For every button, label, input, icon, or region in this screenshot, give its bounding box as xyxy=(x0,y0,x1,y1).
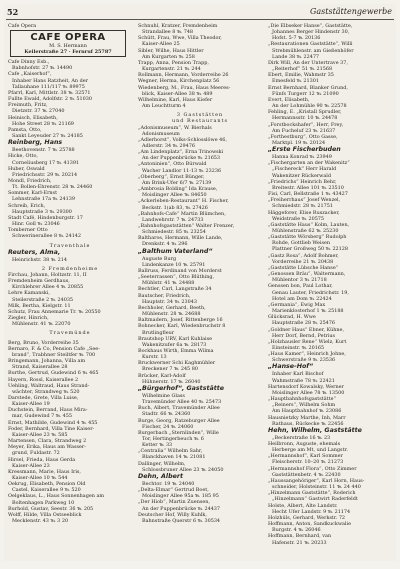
entry-line: Kirchlehrer Allee 4 ℡ 20855 xyxy=(12,284,84,291)
directory-page xyxy=(4,4,396,561)
entry-line: Bohnecker, Karl, Wiedenbruchstr 8 xyxy=(138,323,226,330)
entry-line: Breitestr. Allee 101 ℡ 23510 xyxy=(272,184,344,191)
entry-line: Berg, Bruno, Vorderreihe 35 xyxy=(8,339,79,346)
entry-line: Corneliusberg 17 ℡ 41391 xyxy=(12,159,80,166)
entry-line: Kressmann, Marie, Haus Iris, xyxy=(8,468,81,475)
entry-line: „Gaststätte Haus“ Kolm, Lauten, xyxy=(268,221,350,228)
entry-line: Tomberner Otto xyxy=(8,227,48,234)
entry-line: „Delta-Elmar“ Gertrud Boet, xyxy=(138,487,209,494)
entry-line: Pfarrl, Karl, Mittlstr. 38 ℡ 32571 xyxy=(8,89,91,96)
entry-line: Uehling, Waltraud, Haus Strand- xyxy=(8,382,90,389)
entry-line: Blanckhaven 14 ℡ 21081 xyxy=(142,454,206,461)
section-heading: 2 Fremdenheime xyxy=(41,265,99,272)
entry-line: Emesfeld ℡ 21301 xyxy=(272,78,319,85)
entry-line: Bockhaus Wirth, Emma Wilma xyxy=(138,347,214,354)
entry-line: „Gastz Rosa“, Adolf Bohmer, xyxy=(268,252,339,259)
entry-heading: „Balthum Vaterland“ xyxy=(138,247,213,255)
entry-line: Milk, Bertha, Kielgstr. 11 xyxy=(8,302,71,309)
entry-line: Auguste Burg xyxy=(142,255,177,262)
entry-line: Bahnstraße Querstr 6 ℡ 30534 xyxy=(142,517,221,524)
entry-line: Am Leuchtturm 4 xyxy=(142,103,186,110)
entry-line: „Reiners“, Wilhelm Sohm xyxy=(272,402,336,409)
entry-line: Stadtr. 66 ℡ 24360 xyxy=(142,411,191,418)
entry-line: Pamsta, Otto, xyxy=(8,126,42,133)
section-heading: Travemünde xyxy=(49,330,91,337)
entry-line: Fehling, E. „Kristall Sprudler, xyxy=(268,109,342,116)
entry-line: Wakenitzer Rückerwald xyxy=(272,172,331,179)
entry-line: „Haus Kamer“, Heinrich Johne, xyxy=(268,351,346,358)
entry-line: Sankt Leyeuder 27 ℡ 24185 xyxy=(12,133,83,140)
entry-line: Moislinger Allee ℡ 84650 xyxy=(142,192,207,199)
entry-line: mar, Gudewind 7 ℡ 455 xyxy=(12,413,72,420)
entry-line: Meyer, Erika, Haus am Wasser- xyxy=(8,444,86,451)
column-3 xyxy=(268,23,392,557)
entry-line: Hohe Street 28 ℡ 21169 xyxy=(12,120,74,127)
entry-line: Baltharos, Hermann, Wille Lande, xyxy=(138,235,223,242)
entry-line: „Ambrosia Bolding“ Ida Krause, xyxy=(138,186,218,193)
entry-line: Deutscher Hof, Willy Kuhlk, xyxy=(138,511,207,518)
entry-line: „Hinzelmann“ Gastwirt Raderfeldt xyxy=(272,496,358,503)
section-title: Gaststättengewerbe xyxy=(309,7,392,16)
entry-line: „Oberberg“, Ernst Bünger, xyxy=(138,173,205,180)
column-3-entries xyxy=(268,23,392,546)
entry-line: An der Puppenbrücke ℡ 21653 xyxy=(142,155,221,162)
entry-line: Mecklenstr. 43 ℡ 3 20 xyxy=(12,518,69,525)
entry-line: An der Lohmühle 90 ℡ 22578 xyxy=(272,103,347,110)
entry-line: wächter, Strandweg ℡ 520 xyxy=(12,388,80,395)
cafe-opera-advertisement xyxy=(10,30,126,57)
entry-line: Tallauhane 111/117 ℡ 89975 xyxy=(12,83,85,90)
entry-line: Burge, Georg, Ratzeburger Allee xyxy=(138,417,220,424)
entry-line: Freimuth, Fritz, xyxy=(8,102,48,109)
entry-line: Kurstr. 13 xyxy=(142,354,167,361)
entry-line: Mühlenstraße 62 ℡ 25230 xyxy=(272,228,339,234)
entry-line: Darstede, Grete, Villa Luise, xyxy=(8,394,79,401)
entry-line: Fullte Ewald, Adolfstr. 2 ℡ 51030 xyxy=(8,96,92,103)
entry-line: Schwerstraße 9 ℡ 23536 xyxy=(272,357,336,364)
entry-line: Hartensdorf Kowalsky, Werner xyxy=(268,383,344,390)
entry-line: Wahmstraße 78 ℡ 22421 xyxy=(272,377,335,384)
entry-line: Wolff, Hilde, Villa Ostseeblick xyxy=(8,511,82,518)
column-1 xyxy=(8,23,132,557)
entry-line: „Haussangehöriger“, Karl Horn, Haus- xyxy=(268,477,365,484)
section-heading: Traventhale xyxy=(49,242,91,249)
entry-line: Ziegler, Hinrich, xyxy=(8,315,49,322)
ad-owner: M. S. Hermann xyxy=(49,43,87,50)
entry-line: Ebert, Emilie, Wahmstr 35 xyxy=(268,72,334,79)
entry-line: Holzhüls, Gerhard, Werkstr. 72 xyxy=(268,514,346,521)
entry-line: Schutz, Frau Annemarie Tr. ℡ 20550 xyxy=(8,308,101,315)
entry-line: Friedrichsstr. 29 ℡ 20214 xyxy=(12,171,78,178)
entry-line: Stadt Café, Hindenburgstr. 17 xyxy=(8,214,83,221)
entry-line: Fleischerstr. 10–20 ℡ 21273 xyxy=(272,459,344,466)
column-2-entries xyxy=(138,23,262,524)
entry-line: Burgstr. 4 ℡ 26046 xyxy=(272,527,321,534)
section-heading: 3 Gaststätten xyxy=(176,112,224,119)
entry-line: Marienklosterhof 1 ℡ 25188 xyxy=(272,308,344,315)
entry-line: Tt. Bollen-Ehrenstr. 28 ℡ 24460 xyxy=(12,184,93,191)
entry-line: Sommer, Karl-Ernst xyxy=(8,190,58,197)
entry-line: Genau Lauter, Friedrichstr. 19, xyxy=(272,289,349,296)
page-header xyxy=(4,7,396,19)
entry-line: „Bahnhofs-Cafe“ Martin Blümchen, xyxy=(138,210,226,217)
entry-line: Adonismuseum xyxy=(142,130,180,137)
ad-name: CAFE OPERA xyxy=(30,32,106,44)
entry-line: Herberge am Mt, und Langstr. xyxy=(272,447,348,454)
entry-line: Hecht Ufer Landstr. 9 ℡ 21174 xyxy=(272,508,351,515)
entry-line: Häggeforer, Elise Ruszacker, xyxy=(268,209,340,216)
entry-line: Johannes Berger Hindenstr 30, xyxy=(272,29,350,36)
entry-line: Brücker, Karl-Adolf xyxy=(138,372,186,379)
entry-line: Mondl, Friedrich, xyxy=(8,177,52,184)
entry-line: Am Brink-Ufer 6/7 ℡ 27139 xyxy=(142,179,212,186)
entry-line: Genssen bon, Paul Lothar, xyxy=(268,283,333,290)
entry-line: Schütt, Frau, Wwe, Villa Theodor, xyxy=(138,35,222,42)
entry-line: „Ackerleben-Restaurant“ H. Fischer, xyxy=(138,198,229,205)
entry-line: Dallinger, Wilhelm, xyxy=(138,460,186,467)
entry-line: Ernst Bernhard, Blanker Grund, xyxy=(268,84,348,91)
entry-line: Moislinger Allee 78 ℡ 13500 xyxy=(272,389,345,396)
entry-line: Hoffmann, Anton, Sandkuckwalie xyxy=(268,521,351,528)
entry-line: Babnhofstr. 27 ℡ 14490 xyxy=(12,65,73,72)
entry-heading: Reuters, Alma, xyxy=(8,248,61,256)
entry-line: „Der Hiob“, Martin Zuensen, xyxy=(138,499,210,506)
entry-line: Wacher Landlor 11-13 ℡ 23236 xyxy=(142,167,222,174)
entry-line: Buch, Albert, Travemünder Allee xyxy=(138,405,220,412)
entry-line: „Forstbockshafer“, Herr, Frey, xyxy=(268,121,344,128)
entry-line: Bechtler, Carl, Langstraße 34 xyxy=(138,286,212,293)
column-1-entries xyxy=(8,59,132,524)
entry-line: Einsteinstr. ℡ 20165 xyxy=(272,344,325,351)
entry-line: Moislinger Allee 95a ℡ 185 95 xyxy=(142,493,219,500)
entry-line: Bechholer, Gerhard, Beeth, xyxy=(138,304,206,311)
entry-line: Mühlentor 3 ℡ 21718 xyxy=(272,277,327,284)
entry-line: Hotel am Dom ℡ 22424 xyxy=(272,295,332,302)
entry-line: Wakenitzufer 6a ℡ 28173 xyxy=(142,341,207,348)
entry-line: grund, Fuldastr. 72 xyxy=(12,450,60,457)
entry-line: Tor, Hertingerbeuch ℡ 6 xyxy=(142,436,204,442)
entry-line: Adlerstr. 34 ℡ 29476 xyxy=(142,142,195,149)
entry-line: Am Fucheluf 23 ℡ 21637 xyxy=(272,127,336,134)
entry-line: „Hermannshof Flora“, Otto Zimmer xyxy=(268,465,357,472)
entry-line: Rohde, Gottlieb Weisen xyxy=(272,240,331,247)
entry-line: Weidstraße ℡ 20575 xyxy=(272,215,325,222)
entry-line: „Beckerstraße 16 ℡ 23 xyxy=(272,434,331,441)
entry-heading: Reinberg, Hans xyxy=(8,139,63,147)
entry-line: Boltenhagen Parkweg 10 xyxy=(12,499,75,506)
entry-line: Herr Dorf, Bernd, Petrius xyxy=(272,332,336,339)
entry-line: Kaiser-Allee 25 xyxy=(142,41,180,48)
column-2 xyxy=(138,23,262,557)
entry-line: Foder, Bernhard, Villa Tine Kaiser- xyxy=(8,425,95,432)
entry-line: Bruckwerner Schi Kaghmühler xyxy=(138,360,216,367)
entry-line: Lehnstraße 17a ℡ 24139 xyxy=(12,196,75,203)
entry-line: Wilhelmine, Karl, Haus Kiefer xyxy=(138,96,213,103)
entry-line: „Reiterhof“ 51 ℡ 21568 xyxy=(272,66,333,73)
entry-line: Oekrug, Elisabeth, Pension Old xyxy=(8,481,86,488)
entry-line: Holste, Albert, Alte Landstr. xyxy=(268,502,338,509)
entry-line: schneider, Holsteinstr. 11 ℡ 24 440 xyxy=(272,484,361,491)
entry-line: „Freiherrhaus“ Josef Wenzel, xyxy=(268,197,341,204)
entry-line: Fisi, Carl, Bellstraße 1 ℡ 43427 xyxy=(268,191,348,198)
entry-line: „Gaststätte Lübsche Hanse“ xyxy=(268,264,339,271)
entry-line: Mühlenstr. 28 ℡ 24688 xyxy=(142,311,201,318)
entry-line: Ketter ℡ 33 xyxy=(142,442,173,449)
entry-line: Fremdenheim Gerdhaus, xyxy=(8,278,70,285)
entry-line: Lehre Kamanski, xyxy=(8,290,50,297)
entry-line: Kaiser-Allee 10 ℡ 544 xyxy=(12,475,68,481)
entry-line: Inhaber Hans Ratzheit, An der xyxy=(12,77,88,84)
entry-line: Oelgeklaus, L., Haus Sonnenhagen am xyxy=(8,493,104,500)
entry-line: „Seeterrassen“, Otto Blüthing, xyxy=(138,274,215,281)
entry-line: Burgerbach „Sternlinden“, Wille xyxy=(138,429,219,436)
entry-line: Castel, Kaiserallee 9 ℡ 520 xyxy=(12,487,81,494)
entry-line: Schwerinerallee 8 ℡ 24142 xyxy=(12,233,82,240)
entry-line: Dietzstr. 37 ℡ 27040 xyxy=(12,108,65,115)
entry-line: Schmiedestr. 85 ℡ 23254 xyxy=(142,229,206,236)
ad-caption: Cafe Opera xyxy=(8,23,37,29)
entry-line: Am Hauptbahnhof ℡ 23086 xyxy=(272,408,342,415)
entry-line: „Hauptbahnhofsgaststätte“ xyxy=(268,396,336,403)
entry-line: Bernaro, F. & Co, Pension Cafe „See- xyxy=(8,345,100,352)
entry-line: „Adonismuseum“, W. Bierhals xyxy=(138,124,212,131)
entry-line: „Goldner Haus“ Ebner, Kühne, xyxy=(268,326,345,333)
page-number: 52 xyxy=(7,7,19,17)
entry-line: Brutlingfleur xyxy=(142,329,175,336)
entry-line: Hofst. 5-7 ℡ 20136 xyxy=(272,35,321,42)
entry-line: Travemünder Allee 40 ℡ 25473 xyxy=(142,399,222,406)
entry-line: Plattner Großweg 50 ℡ 22128 xyxy=(272,246,349,253)
entry-line: Beethovenstr. 7 ℡ 25788 xyxy=(12,147,75,154)
entry-line: Hayern, Rossl, Kaiserallee 2 xyxy=(8,376,79,383)
entry-line: „Centralia“ Wilhelm Sahr, xyxy=(138,448,203,455)
entry-line: Hauptstraße 28 ℡ 25476 xyxy=(272,320,336,327)
entry-line: Burthe, Gertrud, Gudewind 6 ℡ 465 xyxy=(8,370,99,377)
entry-line: „Friedrichs“ Heinrich Behr, xyxy=(268,178,337,185)
entry-line: blick, Kaiser-Allee 38 ℡ 489 xyxy=(142,90,213,97)
entry-line: Mühlenstr. 41 ℡ 22070 xyxy=(12,321,71,328)
entry-line: Baltmadern, Josef, Rittenberge 16 xyxy=(138,317,223,324)
entry-line: Hühnerstr. 17 ℡ 26040 xyxy=(142,378,201,385)
entry-heading: Dehn, Albert xyxy=(138,472,183,480)
entry-line: „Genossen Bräu“, Waltermann, xyxy=(268,271,346,278)
entry-line: Schreib, Erich, xyxy=(8,202,46,209)
entry-line: An der Puppenbrücke ℡ 24437 xyxy=(142,505,221,512)
entry-line: Wilhelmine Glass xyxy=(142,392,185,399)
entry-line: Inhaber Karl Bischof xyxy=(272,371,324,378)
entry-line: Heinisch, Elisabeth, xyxy=(8,114,58,121)
entry-line: „Bahnhofsgaststätten“ Walter Frenzer, xyxy=(138,223,235,229)
entry-line: Hauptstraße 3 ℡ 29300 xyxy=(12,208,72,215)
entry-line: Gaststättenbetr. 4 ℡ 22430 xyxy=(272,471,341,478)
section-heading: und Restaurants xyxy=(172,118,228,125)
entry-line: Cafe „Kaiserhof“, xyxy=(8,71,52,78)
entry-line: Kurgartenstr. 21 ℡ 244 xyxy=(142,66,201,73)
entry-line: Beckstr. 1(ab 83, ℡ 27426 xyxy=(142,204,208,211)
entry-line: Ernst, Mathilde, Gudewind 4 ℡ 455 xyxy=(8,419,98,426)
entry-line: Hermannsstr. 10 ℡ 24478 xyxy=(272,115,338,122)
entry-line: Breckener 7 ℡ 245 80 xyxy=(142,366,198,373)
entry-line: „Forthestburg“, Otto Gasse, xyxy=(268,133,338,140)
entry-line: Strebmühlenstr. am Gießenhöfer xyxy=(272,47,354,54)
entry-line: Evert, Elisabeth, xyxy=(268,96,310,103)
entry-line: Firchau, Johann, Holtzstr. 11, II xyxy=(8,272,87,278)
entry-line: „Restaurationen Gaststätte“, Willi xyxy=(268,41,353,48)
entry-line: Fischer, 24 ℡ 24060 xyxy=(142,423,194,430)
entry-line: Mühlstr. 41 ℡ 24488 xyxy=(142,280,195,287)
entry-line: „Germania“, Ewig Max xyxy=(268,301,326,308)
entry-line: Fünfs Turgerr 12 ℡ 21090 xyxy=(272,90,339,97)
entry-heading: „Hanse-Hof“ xyxy=(268,363,314,371)
entry-line: Burhold, Gustav, Seestr. 36 ℡ 205 xyxy=(8,505,94,512)
entry-line: Wiedenberg, M., Frau, Haus Meeres- xyxy=(138,84,231,91)
entry-line: Bringemann, Johanna, Villa am xyxy=(8,358,86,365)
entry-line: Strand, Kaiserallee 28 xyxy=(12,364,68,371)
entry-line: „Hinzelmann Gaststätte“, Roderich xyxy=(268,490,356,497)
entry-line: „Fischergarten an der Wakenitz“ xyxy=(268,160,350,167)
entry-line: Schlossbruner Allee 23 ℡ 24050 xyxy=(142,466,224,473)
entry-line: Marktpl. 19 ℡ 20124 xyxy=(272,139,326,146)
entry-line: Kaiser-Allee 23 xyxy=(12,462,50,469)
entry-line: Hanna Konrad ℡ 23949 xyxy=(272,154,332,161)
entry-line: „Holzhausler Rene“ Wielz, Kurt xyxy=(268,338,347,345)
entry-line: „Antoninien“, Otto Bürwald xyxy=(138,161,207,168)
entry-line: Lande 38 ℡ 22477 xyxy=(272,53,320,60)
entry-line: Landwehrstr. 7 ℡ 24733 xyxy=(142,216,204,223)
entry-line: Cafe Dinny Esb., xyxy=(8,59,50,66)
entry-line: Kaiser-Allee 23 ℡ 585 xyxy=(12,431,68,438)
entry-line: Hauptstr. 34 ℡ 23043 xyxy=(142,298,197,305)
entry-line: Martensen, Clara, Strandweg 2 xyxy=(8,438,87,445)
entry-line: Kaiser-Allee 19 xyxy=(12,401,50,408)
entry-line: „Fischereck“ Herr Harald xyxy=(272,166,337,173)
entry-line: Huber, Oswald xyxy=(8,165,45,172)
entry-line: Hinr. Goll ℡ 23046 xyxy=(12,221,60,228)
entry-line: Steilerstraße 2 ℡ 24035 xyxy=(12,296,74,303)
entry-line: Bechtor. 19 ℡ 24040 xyxy=(142,480,195,487)
entry-line: Hicke, Otto, xyxy=(8,153,38,160)
entry-line: Drenkstr. 4 ℡ 296 xyxy=(142,241,188,248)
entry-heading: „Erste Fischerbuden xyxy=(268,146,341,154)
entry-line: Ballruss, Ferdinand von Morderst xyxy=(138,267,222,274)
entry-line: Hausnietzky Marthe, Inh, Marr xyxy=(268,414,346,421)
entry-line: Vorderreihe 21 ℡ 20438 xyxy=(272,258,334,265)
entry-line: Strandallee 8 ℡ 748 xyxy=(142,29,194,36)
entry-line: „Adlerhorst“, Volks-Schlosslöwe 46, xyxy=(138,136,227,143)
entry-line: Dirk Will, An der Untertrave 37, xyxy=(268,59,348,66)
entry-line: Heinrichstr. 38 ℡ 214 xyxy=(12,256,67,263)
entry-line: „Am Lindenplatz“, Erna Trinowski xyxy=(138,149,224,156)
header-rule xyxy=(6,19,394,20)
entry-line: Sibler, Wilhe, Haus Hittler xyxy=(138,47,204,54)
entry-heading: Hehn, Wilhelm, Gaststätte xyxy=(268,426,362,434)
entry-line: Hirsel, Frieda, Haus Gerda xyxy=(8,456,76,463)
entry-line: Glücksrad, H. Wwe xyxy=(268,314,316,321)
entry-line: „Gaststätte Wörsberg“ Rudolph xyxy=(268,234,347,241)
entry-line: Brautshop URV, Karl Kuhlaise xyxy=(138,335,212,342)
entry-line: Am Kurgarten ℡ 258 xyxy=(142,53,195,60)
entry-line: Duchstein, Berrand, Haus Mira- xyxy=(8,407,88,414)
entry-line: Schmiedstr. 28 ℡ 21751 xyxy=(272,203,333,210)
entry-line: Bautscher, Friedrich, xyxy=(138,292,191,299)
entry-line: Hafenstr. 21 ℡ 20233 xyxy=(272,539,327,546)
entry-line: „Hermannshof“, Karl Sommer xyxy=(268,453,343,460)
entry-line: Wegner, Herma, Kirchenplatz 56 xyxy=(138,78,220,85)
entry-line: brand“, Trabhner Steiltfer ℡ 700 xyxy=(12,351,96,358)
entry-line: Lindenkanze 10 ℡ 25791 xyxy=(142,261,206,268)
entry-heading: „Bürgerhof“, Gaststätte xyxy=(138,384,224,392)
entry-line: Hoffmann, Bernhard, van xyxy=(268,533,332,540)
entry-line: Heilbronn, Auguste, ehemals xyxy=(268,441,341,447)
entry-line: Rollmann, Hermann, Vorderreihe 26 xyxy=(138,72,229,79)
entry-line: Rathaus, Rückecke ℡ 22456 xyxy=(272,420,344,427)
ad-address: Keilerstraße 27 · Fernruf 25787 xyxy=(24,49,112,56)
entry-line: „Die Elbseker Hanse“, Gaststätte, xyxy=(268,23,353,29)
entry-line: Schnuhl, Kratzer, Fremdenheim xyxy=(138,23,218,29)
entry-line: Trapp, Anna, Pension Trapp, xyxy=(138,59,209,66)
